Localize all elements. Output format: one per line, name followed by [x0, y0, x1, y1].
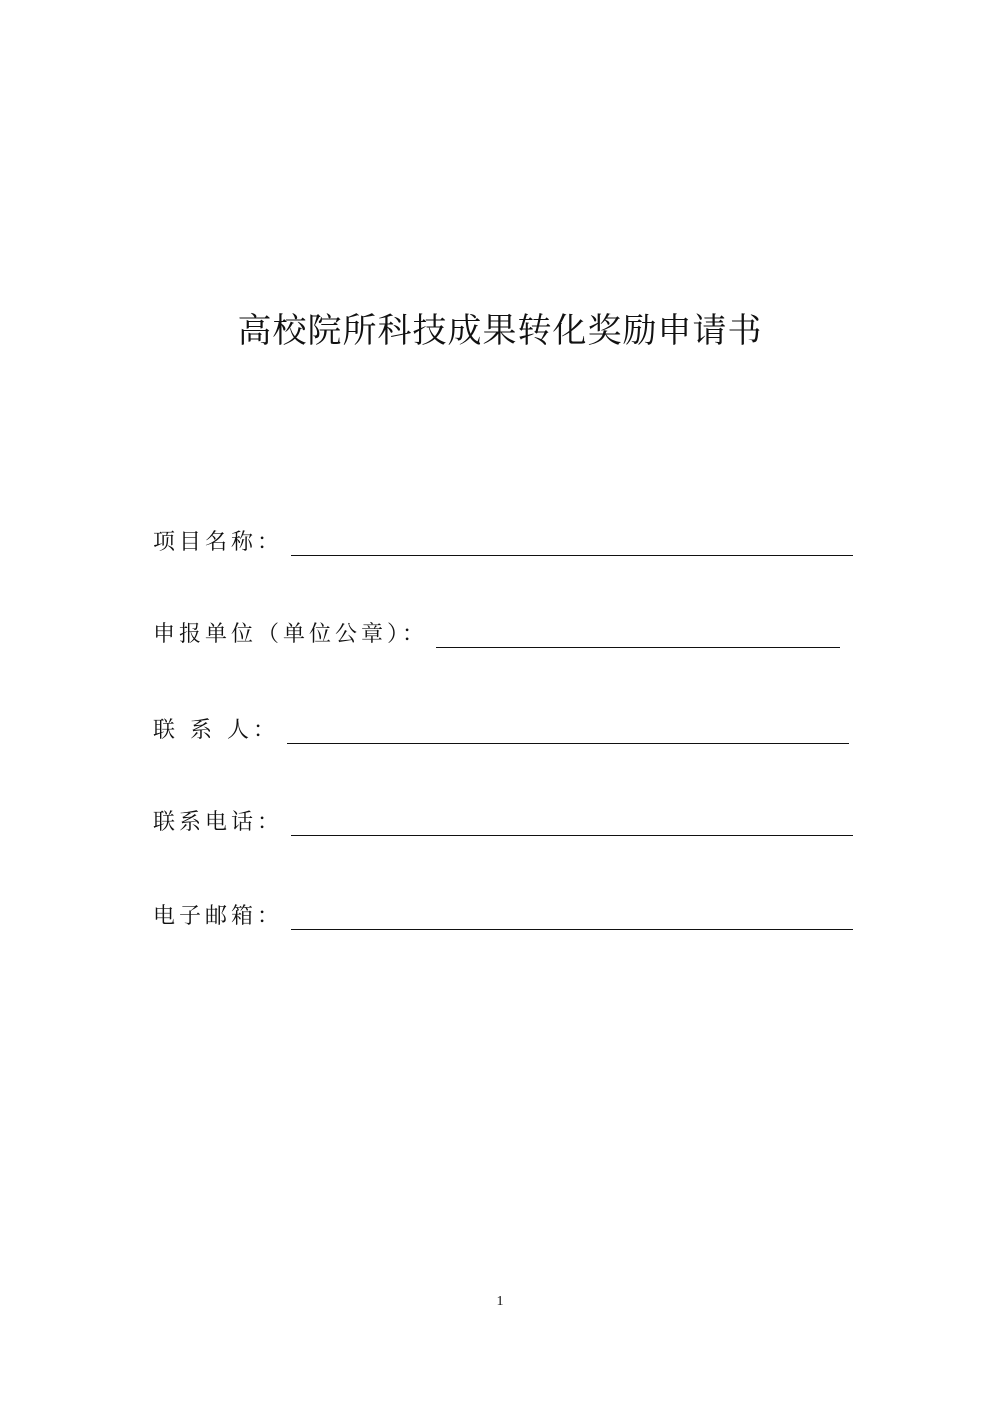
contact-phone-field[interactable] [291, 805, 853, 836]
applicant-unit-field[interactable] [436, 617, 840, 648]
field-project-name [153, 520, 853, 560]
project-name-field[interactable] [291, 525, 853, 556]
field-email [153, 894, 853, 934]
contact-person-field[interactable] [287, 713, 849, 744]
field-applicant-unit [153, 612, 840, 652]
page-number: 1 [496, 1294, 504, 1309]
field-label: 联系电话： [153, 810, 284, 835]
field-label: 项目名称： [153, 530, 284, 555]
field-label: 电子邮箱： [153, 904, 284, 929]
field-label: 联 系 人： [153, 718, 279, 743]
email-field[interactable] [291, 899, 853, 930]
field-contact-phone [153, 800, 853, 840]
page-title: 高校院所科技成果转化奖励申请书 [237, 311, 763, 351]
field-label: 申报单位（单位公章）： [153, 622, 429, 647]
field-contact-person [153, 708, 849, 748]
